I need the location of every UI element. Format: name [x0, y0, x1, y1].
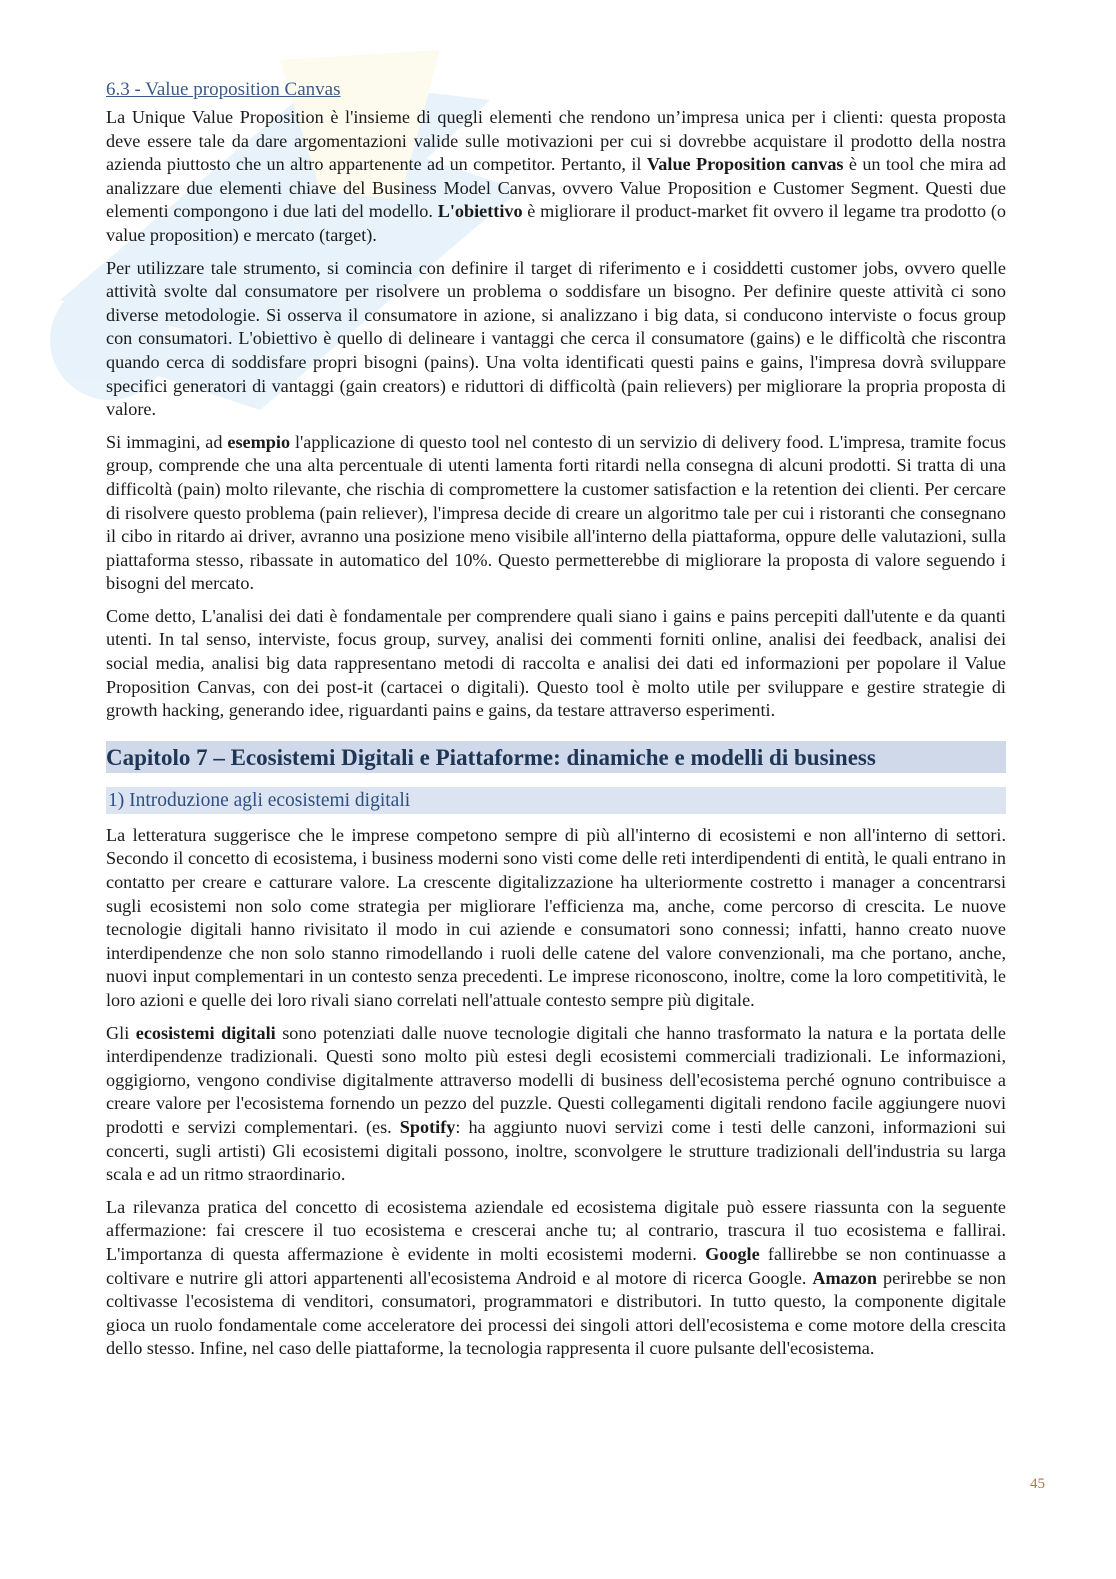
section-heading-link[interactable]: 6.3 - Value proposition Canvas [106, 79, 341, 100]
paragraph: La rilevanza pratica del concetto di ecosistema aziendale ed ecosistema digitale può essere riassunta con la seguente affermazione: fai crescere il tuo ecosistema e crescerai anche tu; al contrario, trascura il tuo ecosistema e fallirai. L'importanza di questa affermazione è evidente in molti ecosistemi moderni. Google fallirebbe se non continuasse a coltivare e nutrire gli attori appartenenti all'ecosistema Android e al motore di ricerca Google. Amazon perirebbe se non coltivasse l'ecosistema di venditori, consumatori, programmatori e distributori. In tutto questo, la componente digitale gioca un ruolo fondamentale come acceleratore dei processi dei singoli attori dell'ecosistema e come motore della crescita dello stesso. Infine, nel caso delle piattaforme, la tecnologia rappresenta il cuore pulsante dell'ecosistema. [106, 1196, 1006, 1359]
paragraph: Gli ecosistemi digitali sono potenziati dalle nuove tecnologie digitali che hanno trasformato la natura e la portata delle interdipendenze tradizionali. Questi sono molto più estesi degli ecosistemi commerciali tradizionali. Le informazioni, oggigiorno, vengono condivise digitalmente attraverso modelli di business dell'ecosistema perché ognuno contribuisce a creare valore per l'ecosistema fornendo un pezzo del puzzle. Questi collegamenti digitali rendono facile aggiungere nuovi prodotti e servizi complementari. (es. Spotify: ha aggiunto nuovi servizi come i testi delle canzoni, informazioni sui concerti, sugli artisti) Gli ecosistemi digitali possono, inoltre, sconvolgere le strutture tradizionali dell'industria su larga scala e ad un ritmo straordinario. [106, 1022, 1006, 1185]
bold-term: esempio [227, 431, 291, 452]
bold-term: Spotify [399, 1116, 456, 1137]
bold-term: Google [705, 1243, 760, 1264]
bold-term: Value Proposition canvas [646, 154, 844, 175]
page-number: 45 [1030, 1476, 1045, 1492]
bold-term: ecosistemi digitali [135, 1022, 276, 1043]
bold-term: Amazon [812, 1267, 878, 1288]
subsection-title: 1) Introduzione agli ecosistemi digitali [106, 787, 1006, 814]
paragraph: Per utilizzare tale strumento, si comincia con definire il target di riferimento e i cosiddetti customer jobs, ovvero quelle attività svolte dal consumatore per risolvere un problema o soddisfare un bisogno. Per definire queste attività ci sono diverse metodologie. Si osserva il consumatore in azione, si analizzano i big data, si conducono interviste o focus group con consumatori. L'obiettivo è quello di delineare i vantaggi che cerca il consumatore (gains) e le difficoltà che riscontra quando cerca di soddisfare propri bisogni (pains). Una volta identificati questi pains e gains, l'impresa dovrà sviluppare specifici generatori di vantaggi (gain creators) e riduttori di difficoltà (pain relievers) per migliorare la propria proposta di valore. [106, 257, 1006, 420]
bold-term: L'obiettivo [437, 201, 523, 222]
chapter-title: Capitolo 7 – Ecosistemi Digitali e Piattaforme: dinamiche e modelli di business [106, 741, 1006, 773]
paragraph: La letteratura suggerisce che le imprese competono sempre di più all'interno di ecosistemi e non all'interno di settori. Secondo il concetto di ecosistema, i business moderni sono visti come delle reti interdipendenti di entità, le quali entrano in contatto per creare e catturare valore. La crescente digitalizzazione ha ulteriormente costretto i manager a concentrarsi sugli ecosistemi non solo come strategia per migliorare l'efficienza ma, anche, come percorso di crescita. Le nuove tecnologie digitali hanno rivisitato il modo in cui aziende e consumatori sono connessi; infatti, hanno creato nuove interdipendenze che non solo stanno rimodellando i ruoli delle catene del valore convenzionali, ma che portano, anche, nuovi input complementari in un contesto senza precedenti. Le imprese riconoscono, inoltre, come la loro competitività, le loro azioni e quelle dei loro rivali siano correlati nell'attuale contesto sempre più digitale. [106, 824, 1006, 1010]
paragraph: Come detto, L'analisi dei dati è fondamentale per comprendere quali siano i gains e pains percepiti dall'utente e da quanti utenti. In tal senso, interviste, focus group, survey, analisi dei commenti forniti online, analisi dei feedback, analisi dei social media, analisi big data rappresentano metodi di raccolta e analisi dei dati ed informazioni per popolare il Value Proposition Canvas, con dei post-it (cartacei o digitali). Questo tool è molto utile per sviluppare e gestire strategie di growth hacking, generando idee, riguardanti pains e gains, da testare attraverso esperimenti. [106, 605, 1006, 721]
paragraph: Si immagini, ad esempio l'applicazione di questo tool nel contesto di un servizio di delivery food. L'impresa, tramite focus group, comprende che una alta percentuale di utenti lamenta forti ritardi nella consegna di alcuni prodotti. Si tratta di una difficoltà (pain) molto rilevante, che rischia di compromettere la customer satisfaction e la retention dei clienti. Per cercare di risolvere questo problema (pain reliever), l'impresa decide di creare un algoritmo tale per cui i ristoranti che consegnano il cibo in ritardo ai driver, avranno una posizione meno visibile all'interno della piattaforma, oppure delle valutazioni, sulla piattaforma stesso, ribassate in automatico del 10%. Questo permetterebbe di migliorare la proposta di valore seguendo i bisogni del mercato. [106, 431, 1006, 594]
paragraph: La Unique Value Proposition è l'insieme di quegli elementi che rendono un’impresa unica per i clienti: questa proposta deve essere tale da dare argomentazioni valide sulle motivazioni per cui si dovrebbe acquistare il prodotto della nostra azienda piuttosto che un altro appartenente ad un competitor. Pertanto, il Value Proposition canvas è un tool che mira ad analizzare due elementi chiave del Business Model Canvas, ovvero Value Proposition e Customer Segment. Questi due elementi compongono i due lati del modello. L'obiettivo è migliorare il product-market fit ovvero il legame tra prodotto (o value proposition) e mercato (target). [106, 107, 1006, 245]
page-content [106, 78, 1006, 1370]
